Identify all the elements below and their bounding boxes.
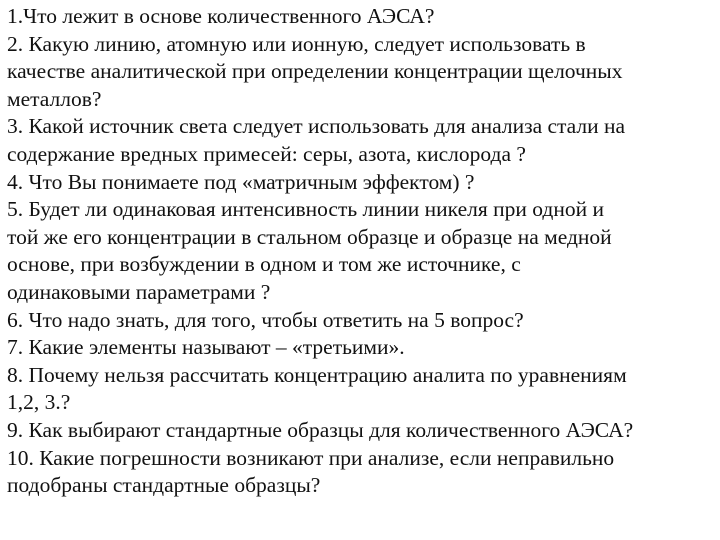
question-2-line-2: качестве аналитической при определении концентрации щелочных — [7, 59, 623, 84]
question-2-line-1: 2. Какую линию, атомную или ионную, следует использовать в — [7, 31, 586, 56]
question-5-line-1: 5. Будет ли одинаковая интенсивность линии никеля при одной и — [7, 197, 604, 222]
question-1-line-1: 1.Что лежит в основе количественного АЭСА? — [7, 4, 435, 28]
question-5-line-4: одинаковыми параметрами ? — [7, 279, 271, 304]
question-6 — [7, 307, 715, 335]
question-3-line-2: содержание вредных примесей: серы, азота, кислорода ? — [7, 141, 526, 166]
question-list — [7, 3, 715, 500]
question-5-line-2: той же его концентрации в стальном образце и образце на медной — [7, 224, 612, 249]
question-9-line-1: 9. Как выбирают стандартные образцы для количественного АЭСА? — [7, 417, 634, 442]
question-7-line-1: 7. Какие элементы называют – «третьими». — [7, 335, 405, 360]
question-2 — [7, 31, 715, 114]
question-5-line-3: основе, при возбуждении в одном и том же источнике, с — [7, 252, 521, 277]
question-10-line-2: подобраны стандартные образцы? — [7, 473, 321, 498]
question-8-line-1: 8. Почему нельзя рассчитать концентрацию аналита по уравнениям — [7, 362, 627, 387]
question-10 — [7, 445, 715, 500]
question-2-line-3: металлов? — [7, 86, 102, 111]
question-10-line-1: 10. Какие погрешности возникают при анализе, если неправильно — [7, 445, 615, 470]
question-1 — [7, 3, 715, 31]
question-6-line-1: 6. Что надо знать, для того, чтобы ответить на 5 вопрос? — [7, 307, 524, 332]
question-4-line-1: 4. Что Вы понимаете под «матричным эффектом) ? — [7, 169, 475, 194]
question-3-line-1: 3. Какой источник света следует использовать для анализа стали на — [7, 114, 626, 139]
question-7 — [7, 334, 715, 362]
question-8 — [7, 362, 715, 417]
question-4 — [7, 169, 715, 197]
question-3 — [7, 113, 715, 168]
question-9 — [7, 417, 715, 445]
question-5 — [7, 196, 715, 306]
question-8-line-2: 1,2, 3.? — [7, 390, 71, 415]
